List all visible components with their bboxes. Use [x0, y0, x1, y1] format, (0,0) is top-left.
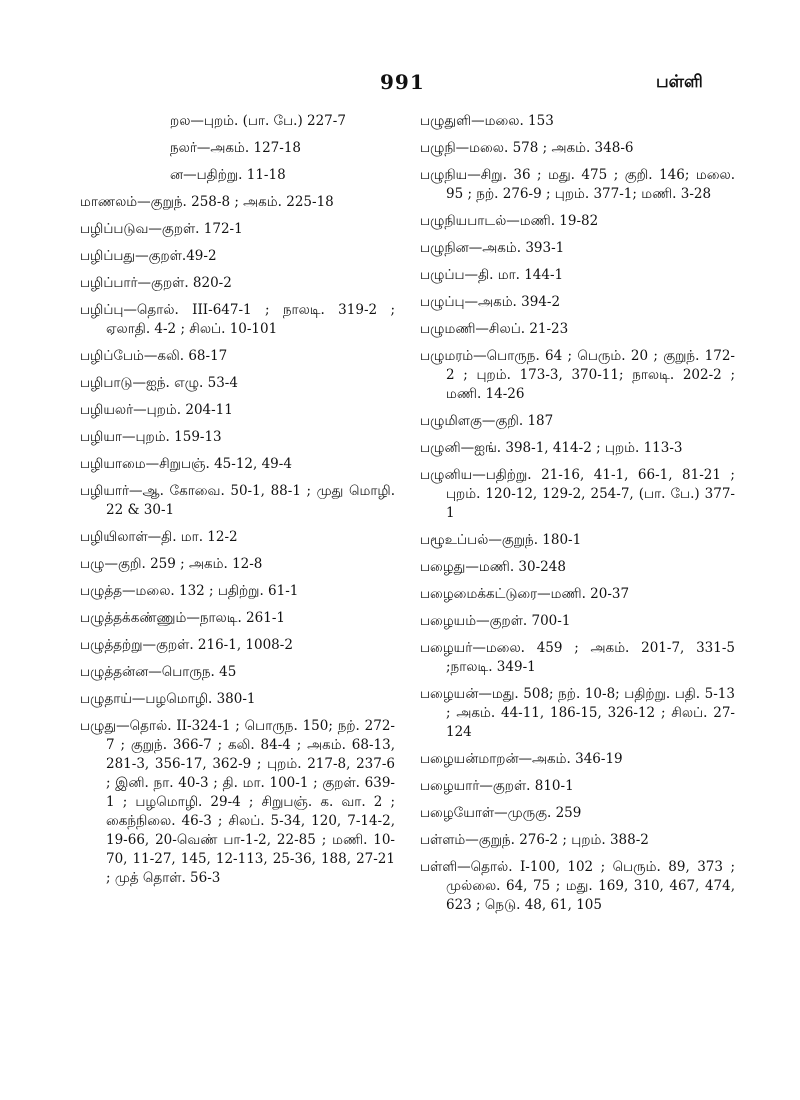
index-entry: பள்ளி—தொல். I-100, 102 ; பெரும். 89, 373 ; முல்லை. 64, 75 ; மது. 169, 310, 467, 474, 623 ; நெடு. 48, 61, 105 [420, 859, 735, 913]
index-entry: பழுப்ப—தி. மா. 144-1 [420, 267, 564, 283]
index-entry: பழுநின—அகம். 393-1 [420, 240, 565, 256]
index-entry: பழுப்பு—அகம். 394-2 [420, 294, 561, 310]
index-entry: பழுநிய—சிறு. 36 ; மது. 475 ; குறி. 146; மலை. 95 ; நற். 276-9 ; புறம். 377-1; மணி. 3-28 [420, 167, 735, 202]
index-entry: பழையார்—குறள். 810-1 [420, 778, 574, 794]
index-entry: பழியலர்—புறம். 204-11 [80, 402, 233, 418]
index-entry: பழியார்—ஆ. கோவை. 50-1, 88-1 ; முது மொழி. 22 & 30-1 [80, 483, 395, 518]
index-entry: பழியாமை—சிறுபஞ். 45-12, 49-4 [80, 456, 292, 472]
index-entry: பள்ளம்—குறுந். 276-2 ; புறம். 388-2 [420, 832, 649, 848]
index-entry: ன—பதிற்று. 11-18 [170, 167, 286, 183]
index-entry: பழையன்—மது. 508; நற். 10-8; பதிற்று. பதி. 5-13 ; அகம். 44-11, 186-15, 326-12 ; சிலப். 27-124 [420, 686, 735, 740]
index-entry: பழு—குறி. 259 ; அகம். 12-8 [80, 556, 263, 572]
index-entry: பழுத்த—மலை. 132 ; பதிற்று. 61-1 [80, 583, 299, 599]
right-column [420, 112, 735, 923]
index-entry: பழுமிளகு—குறி. 187 [420, 413, 554, 429]
index-entry: பழுநி—மலை. 578 ; அகம். 348-6 [420, 140, 634, 156]
index-entry: பழுமணி—சிலப். 21-23 [420, 321, 569, 337]
index-entry: றல—புறம். (பா. பே.) 227-7 [170, 113, 346, 129]
index-entry: பழுதுளி—மலை. 153 [420, 113, 554, 129]
index-entry: பழுத்தக்கண்ணும்—நாலடி. 261-1 [80, 610, 285, 626]
index-entry: பழையன்மாறன்—அகம். 346-19 [420, 751, 623, 767]
page-number: 991 [380, 70, 425, 94]
index-entry: பழிப்பு—தொல். III-647-1 ; நாலடி. 319-2 ; ஏலாதி. 4-2 ; சிலப். 10-101 [80, 302, 395, 337]
left-column [80, 112, 395, 896]
index-entry: பழுநியபாடல்—மணி. 19-82 [420, 213, 599, 229]
index-entry: பழுத்தற்று—குறள். 216-1, 1008-2 [80, 637, 293, 653]
index-entry: பழுதாய்—பழமொழி. 380-1 [80, 691, 256, 707]
index-entry: பழிப்பார்—குறள். 820-2 [80, 275, 232, 291]
index-entry: பழிப்பேம்—கலி. 68-17 [80, 348, 228, 364]
index-entry: பழிப்பது—குறள்.49-2 [80, 248, 217, 264]
index-entry: பழையர்—மலை. 459 ; அகம். 201-7, 331-5 ;நாலடி. 349-1 [420, 640, 735, 675]
index-entry: மாணலம்—குறுந். 258-8 ; அகம். 225-18 [80, 194, 334, 210]
index-entry: பழிப்படுவ—குறள். 172-1 [80, 221, 243, 237]
index-entry: பழியா—புறம். 159-13 [80, 429, 222, 445]
index-entry: பழைது—மணி. 30-248 [420, 559, 566, 575]
running-head: பள்ளி [656, 72, 703, 92]
index-entry: பழிபாடு—ஐந். எழு. 53-4 [80, 375, 238, 391]
index-entry: பழையோள்—முருகு. 259 [420, 805, 582, 821]
index-entry: பழுத்தன்ன—பொருந. 45 [80, 664, 237, 680]
index-entry: பழூஉப்பல்—குறுந். 180-1 [420, 532, 582, 548]
index-entry: பழியிலாள்—தி. மா. 12-2 [80, 529, 238, 545]
index-entry: பழைமைக்கட்டுரை—மணி. 20-37 [420, 586, 630, 602]
index-entry: நலர்—அகம். 127-18 [170, 140, 302, 156]
page-header [0, 70, 800, 100]
index-entry: பழுது—தொல். II-324-1 ; பொருந. 150; நற். 272-7 ; குறுந். 366-7 ; கலி. 84-4 ; அகம். 68-13, 281-3, 356-17, 362-9 ; புறம். 217-8, 237-6 ; இனி. நா. 40-3 ; தி. மா. 100-1 ; குறள். 639-1 ; பழமொழி. 29-4 ; சிறுபஞ். க. வா. 2 ; கைந்நிலை. 46-3 ; சிலப். 5-34, 120, 7-14-2, 19-66, 20-வெண் பா-1-2, 22-85 ; மணி. 10-70, 11-27, 145, 12-113, 25-36, 188, 27-21 ; முத் தொள். 56-3 [80, 718, 395, 886]
index-entry: பழுமரம்—பொருந. 64 ; பெரும். 20 ; குறுந். 172-2 ; புறம். 173-3, 370-11; நாலடி. 202-2 ; மணி. 14-26 [420, 348, 735, 402]
index-entry: பழுனி—ஐங். 398-1, 414-2 ; புறம். 113-3 [420, 440, 683, 456]
index-entry: பழுனிய—பதிற்று. 21-16, 41-1, 66-1, 81-21 ; புறம். 120-12, 129-2, 254-7, (பா. பே.) 377-1 [420, 467, 735, 521]
index-entry: பழையம்—குறள். 700-1 [420, 613, 571, 629]
